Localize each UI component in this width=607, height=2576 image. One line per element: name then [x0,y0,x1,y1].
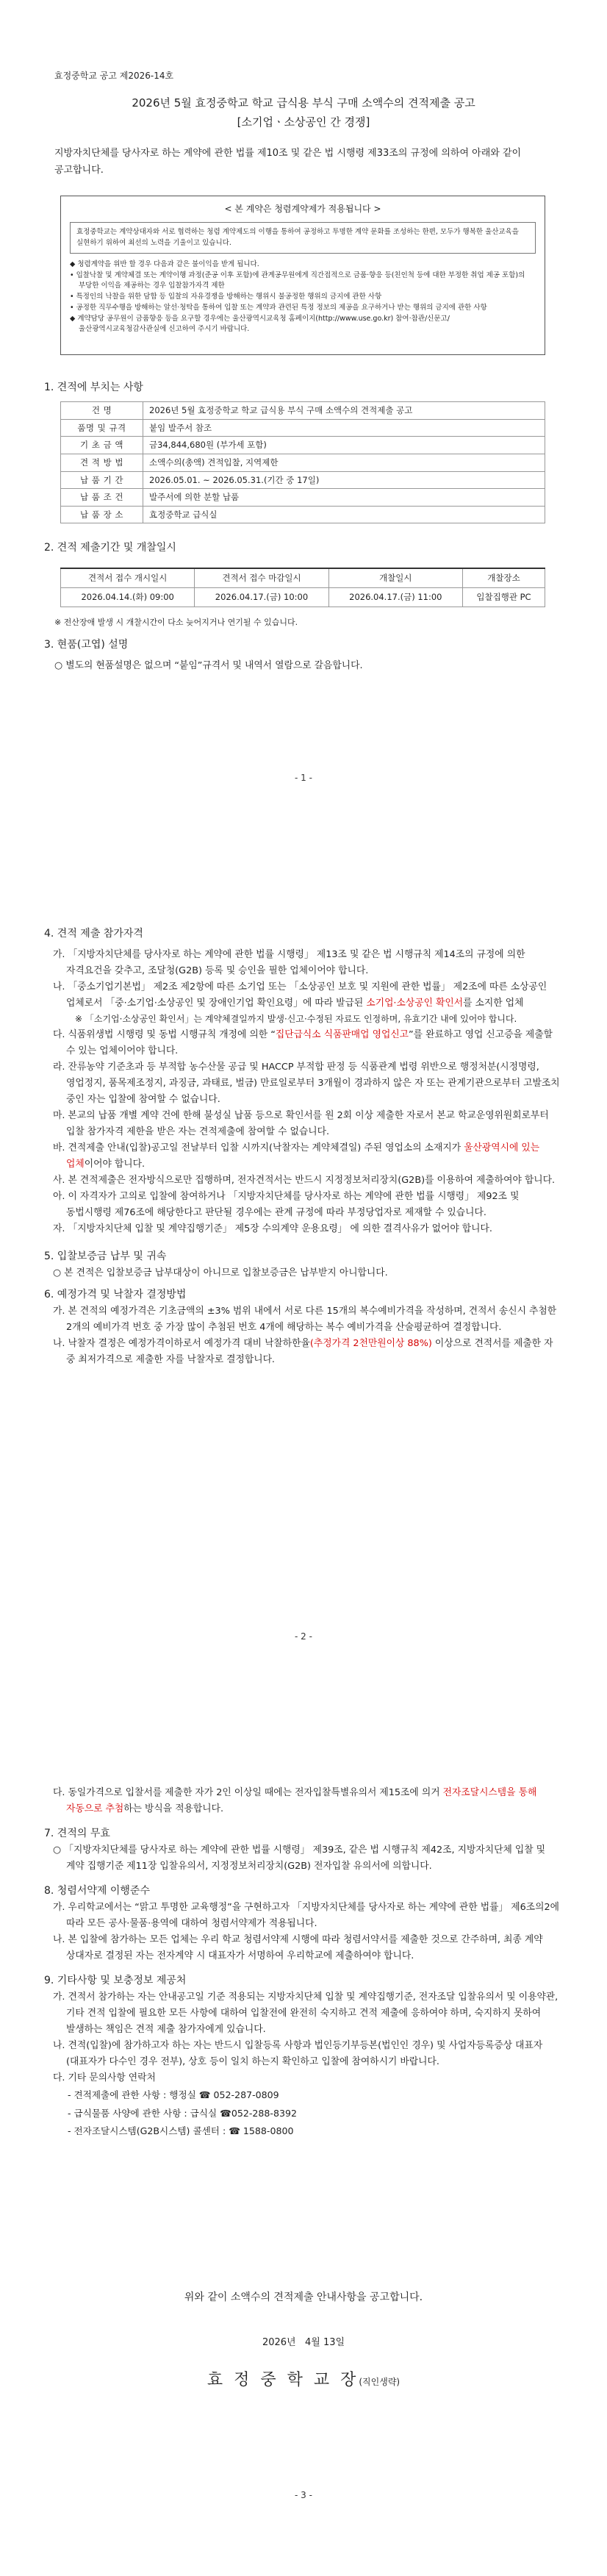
text-run: 이어야 합니다. [84,1158,146,1170]
text-run: 다. 식품위생법 시행령 및 동법 시행규칙 개정에 의한 “ [53,1028,276,1040]
notice-number: 효정중학교 공고 제2026-14호 [54,71,174,81]
document-title: 2026년 5월 효정중학교 학교 급식용 부식 구매 소액수의 견적제출 공고 [132,96,475,110]
section-2-title: 2. 견적 제출기간 및 개찰일시 [44,542,176,554]
page-number: - 2 - [295,1631,312,1642]
contract-info-table [60,401,545,523]
info-key: 납 품 조 건 [61,489,143,507]
highlight-text: 집단급식소 식품판매업 영업신고 [275,1028,409,1040]
list-item: ◆ 청렴계약을 위반 할 경우 다음과 같은 불이익을 받게 됩니다. [70,260,259,268]
info-key: 품명 및 규격 [61,419,143,437]
contact-line: - 전자조달시스템(G2B시스템) 콜센터 : ☎ 1588-0800 [68,2125,294,2137]
list-item: • 특정인의 낙찰을 위한 담합 등 입찰의 자유경쟁을 방해하는 행위시 불공정한 행위의 금지에 관한 사항 [70,293,382,301]
section-9-item-ga: 가. 견적서 참가하는 자는 안내공고일 기준 적용되는 지방자치단체 입찰 및 계약집행기준, 전자조달 입찰유의서 및 이용약관, 기타 견적 입찰에 필요한 모든 사항에 대하여 입찰전에 완전히 숙지하고 견적 제출에 응하여야 하며, 숙지하지 못하여 발생하는 책임은 견적 제출 참가자에게 있습니다. [53,1992,558,2036]
section-5-title: 5. 입찰보증금 납부 및 귀속 [44,1250,167,1262]
clean-contract-statement: 효정중학교는 계약상대자와 서로 협력하는 청렴 계약제도의 이행을 통하여 공정하고 투명한 계약 문화를 조성하는 한편, 모두가 행복한 울산교육을 실현하기 위하여 최선의 노력을 기울이고 있습니다. [70,222,536,254]
section-4-item-ba [44,1140,563,1173]
section-7-title: 7. 견적의 무효 [44,1828,110,1839]
column-header: 개찰일시 [328,568,462,587]
table-cell: 입찰집행관 PC [462,587,545,607]
text-run: ”를 완료하고 영업 신고증을 제출할 수 있는 업체이어야 합니다. [66,1028,553,1056]
info-key: 건 명 [61,402,143,420]
column-header: 견적서 접수 개시일시 [61,568,195,587]
list-item: ◆ 계약담당 공무원이 금품향응 등을 요구할 경우에는 울산광역시교육청 홈페이지(http://www.use.go.kr) 참여·참관/신문고/울산광역시교육청감사관실에 신고하여 주시기 바랍니다. [70,314,450,334]
schedule-table [60,568,545,607]
section-3-text: ○ 별도의 현품설명은 없으며 “붙임”규격서 및 내역서 열람으로 갈음합니다. [54,660,363,671]
signature-block [0,2367,607,2394]
section-9-item-da: 다. 기타 문의사항 연락처 [53,2072,156,2084]
section-6-title: 6. 예정가격 및 낙찰자 결정방법 [44,1288,187,1300]
table-row [61,471,545,489]
section-4-item-da [44,1027,563,1059]
page-3-body [44,1785,563,2141]
section-4-item-ra: 라. 잔류농약 기준초과 등 부적합 농수산물 공급 및 HACCP 부적합 판정 등 식품관계 법령 위반으로 행정처분(시정명령, 영업정지, 품목제조정지, 과징금, 과태료, 벌금) 만료일로부터 3개월이 경과하지 않은 자 또는 관계기관으로부터 고발조치 중인 자는 입찰에 참여할 수 없습니다. [53,1061,560,1105]
section-6-item-na [44,1336,563,1368]
info-key: 견 적 방 법 [61,454,143,471]
section-4-title: 4. 견적 제출 참가자격 [44,928,143,940]
section-5-text: ○ 본 견적은 입찰보증금 납부대상이 아니므로 입찰보증금은 납부받지 아니합니다. [53,1267,388,1278]
info-value: 금34,844,680원 (부가세 포함) [143,437,545,454]
schedule-note: ※ 전산장애 발생 시 개찰시간이 다소 늦어지거나 연기될 수 있습니다. [54,618,298,627]
section-8-title: 8. 청렴서약제 이행준수 [44,1885,150,1897]
section-3-title: 3. 현품(고엽) 설명 [44,639,129,651]
highlight-text: 전자조달시스템을 통해 자동으로 추첨 [66,1787,537,1814]
table-row [61,489,545,507]
table-cell: 2026.04.17.(금) 11:00 [328,587,462,607]
page-1 [0,0,607,859]
document-subtitle: [소기업ㆍ소상공인 간 경쟁] [237,115,370,129]
section-4 [44,925,563,1368]
highlight-text: (추정가격 2천만원이상 88%) [309,1337,432,1349]
section-4-item-na [44,979,563,1012]
text-run: 를 소지한 업체 [463,998,524,1009]
clean-contract-box [60,196,545,355]
text-run: 다. 동일가격으로 입찰서를 제출한 자가 2인 이상일 때에는 전자입찰특별유의서 제15조에 의거 [53,1787,443,1798]
text-run: 하는 방식을 적용합니다. [123,1803,224,1814]
info-value: 효정중학교 급식실 [143,506,545,523]
table-row [61,454,545,471]
table-row [61,506,545,523]
highlight-text: 소기업·소상공인 확인서 [366,998,464,1009]
page-number: - 3 - [295,2489,312,2500]
section-6-item-ga: 가. 본 견적의 예정가격은 기초금액의 ±3% 범위 내에서 서로 다른 15개의 복수예비가격을 작성하며, 견적서 송신시 추첨한 2개의 예비가격 번호 중 가장 많이 추첨된 번호 4개에 해당하는 복수 예비가격을 산술평균하여 결정합니다. [53,1305,557,1333]
contact-line: - 견적제출에 관한 사항 : 행정실 ☎ 052-287-0809 [68,2089,279,2101]
info-value: 2026.05.01. ~ 2026.05.31.(기간 중 17일) [143,471,545,489]
section-8-item-ga: 가. 우리학교에서는 “맑고 투명한 교육행정”을 구현하고자 「지방자치단체를 당사자로 하는 계약에 관한 법률」 제6조의2에 따라 모든 공사·물품·용역에 대하여 청렴서약제가 적용됩니다. [53,1902,560,1930]
page-2 [0,859,607,1717]
section-9-item-na: 나. 견적(입찰)에 참가하고자 하는 자는 반드시 입찰등록 사항과 법인등기부등본(법인인 경우) 및 사업자등록증상 대표자(대표자가 다수인 경우 전부), 상호 등이 일치 하는지 확인하고 입찰에 참여하시기 바랍니다. [53,2040,543,2068]
info-value: 소액수의(총액) 견적입찰, 지역제한 [143,454,545,471]
text-run: 바. 견적제출 안내(입찰)공고일 전날부터 입찰 시까지(낙찰자는 계약체결일) 주된 영업소의 소재지가 [53,1142,464,1153]
table-row [61,402,545,420]
section-8-item-na: 나. 본 입찰에 참가하는 모든 업체는 우리 학교 청렴서약제 시행에 따라 청렴서약서를 제출한 것으로 간주하며, 최종 계약 상대자로 결정된 자는 전자계약 시 대표자가 서명하여 우리학교에 제출하여야 합니다. [53,1934,543,1962]
intro-paragraph: 지방자치단체를 당사자로 하는 계약에 관한 법률 제10조 및 같은 법 시행령 제33조의 규정에 의하여 아래와 같이 공고합니다. [54,148,522,176]
info-value: 2026년 5월 효정중학교 학교 급식용 부식 구매 소액수의 견적제출 공고 [143,402,545,420]
info-key: 기 초 금 액 [61,437,143,454]
column-header: 견적서 접수 마감일시 [195,568,328,587]
section-4-item-ah: 아. 이 자격자가 고의로 입찰에 참여하거나 「지방자치단체를 당사자로 하는 계약에 관한 법률 시행령」 제92조 및 동법시행령 제76조에 해당한다고 판단될 경우에는 관계 규정에 따라 부정당업자로 제재할 수 있습니다. [53,1190,520,1218]
section-9-title: 9. 기타사항 및 보충정보 제공처 [44,1975,187,1987]
section-4-item-sa: 사. 본 견적제출은 전자방식으로만 집행하며, 전자견적서는 반드시 지정정보처리장치(G2B)를 이용하여 제출하여야 합니다. [53,1174,556,1186]
info-value: 붙임 발주서 참조 [143,419,545,437]
text-run: 나. 낙찰자 결정은 예정가격이하로서 예정가격 대비 낙찰하한율 [53,1337,310,1349]
page-3 [0,1717,607,2576]
table-cell: 2026.04.17.(금) 10:00 [195,587,328,607]
clean-contract-list [70,260,536,335]
section-4-note: ※ 「소기업·소상공인 확인서」는 계약체결일까지 발생·신고·수정된 자료도 인정하며, 유효기간 내에 있어야 합니다. [75,1014,517,1025]
clean-contract-heading: < 본 계약은 청렴계약제가 적용됩니다 > [224,204,381,214]
column-header: 개찰장소 [462,568,545,587]
section-6-item-da [44,1785,563,1817]
section-7-text: ○ 「지방자치단체를 당사자로 하는 계약에 관한 법률 시행령」 제39조, 같은 법 시행규칙 제42조, 지방자치단체 입찰 및 계약 집행기준 제11장 입찰유의서, 지정정보처리장치(G2B) 전자입찰 유의서에 의합니다. [53,1845,546,1872]
section-4-item-ja: 자. 「지방자치단체 입찰 및 계약집행기준」 제5장 수의계약 운용요령」 에 의한 결격사유가 없어야 합니다. [53,1223,492,1234]
info-value: 발주서에 의한 분할 납품 [143,489,545,507]
table-row [61,587,545,607]
info-key: 납 품 장 소 [61,506,143,523]
table-cell: 2026.04.14.(화) 09:00 [61,587,195,607]
table-row [61,419,545,437]
list-item: • 공정한 직무수행을 방해하는 알선·청탁을 통하여 입찰 또는 계약과 관련된 특정 정보의 제공을 요구하거나 받는 행위의 금지에 관한 사항 [70,303,487,312]
page-number: - 1 - [295,772,312,783]
text-run: 나. 「중소기업기본법」 제2조 제2항에 따른 소기업 또는 「소상공인 보호 및 지원에 관한 법률」 제2조에 따른 소상공인 업체로서 「중·소기업·소상공인 및 장애인기업 확인요령」에 따라 발급된 [53,981,547,1009]
text-run: 이상으로 견적서를 제출한 자 중 최저가격으로 제출한 자를 낙찰자로 결정합니다. [66,1337,553,1365]
signature-name: 효 정 중 학 교 장 [206,2371,359,2389]
closing-statement: 위와 같이 소액수의 견적제출 안내사항을 공고합니다. [184,2291,423,2303]
section-4-item-ma: 마. 본교의 납품 개별 계약 건에 한해 불성실 납품 등으로 확인서를 원 2회 이상 제출한 자로서 본교 학교운영위원회로부터 입찰 참가자격 제한을 받은 자는 견적제출에 참여할 수 없습니다. [53,1109,549,1137]
section-1-title: 1. 견적에 부치는 사항 [44,382,143,393]
section-4-item-ga: 가. 「지방자치단체를 당사자로 하는 계약에 관한 법률 시행령」 제13조 및 같은 법 시행규칙 제14조의 규정에 의한 자격요건을 갖추고, 조달청(G2B) 등록 및 승인을 필한 업체이어야 합니다. [53,949,525,977]
table-header-row [61,568,545,587]
announcement-date: 2026년 4월 13일 [262,2337,345,2348]
contact-line: - 급식물품 사양에 관한 사항 : 급식실 ☎052-288-8392 [68,2107,298,2119]
highlight-text: 울산광역시에 있는 업체 [66,1142,540,1170]
list-item: • 입찰낙찰 및 계약체결 또는 계약이행 과정(준공 이후 포함)에 관계공무원에게 직간접적으로 금품·향응 등(친인척 등에 대한 부정한 취업 제공 포함)의 부당한 이익을 제공하는 경우 입찰참가자격 제한 [70,271,525,290]
table-row [61,437,545,454]
info-key: 납 품 기 간 [61,471,143,489]
seal-note: (직인생략) [359,2377,401,2387]
